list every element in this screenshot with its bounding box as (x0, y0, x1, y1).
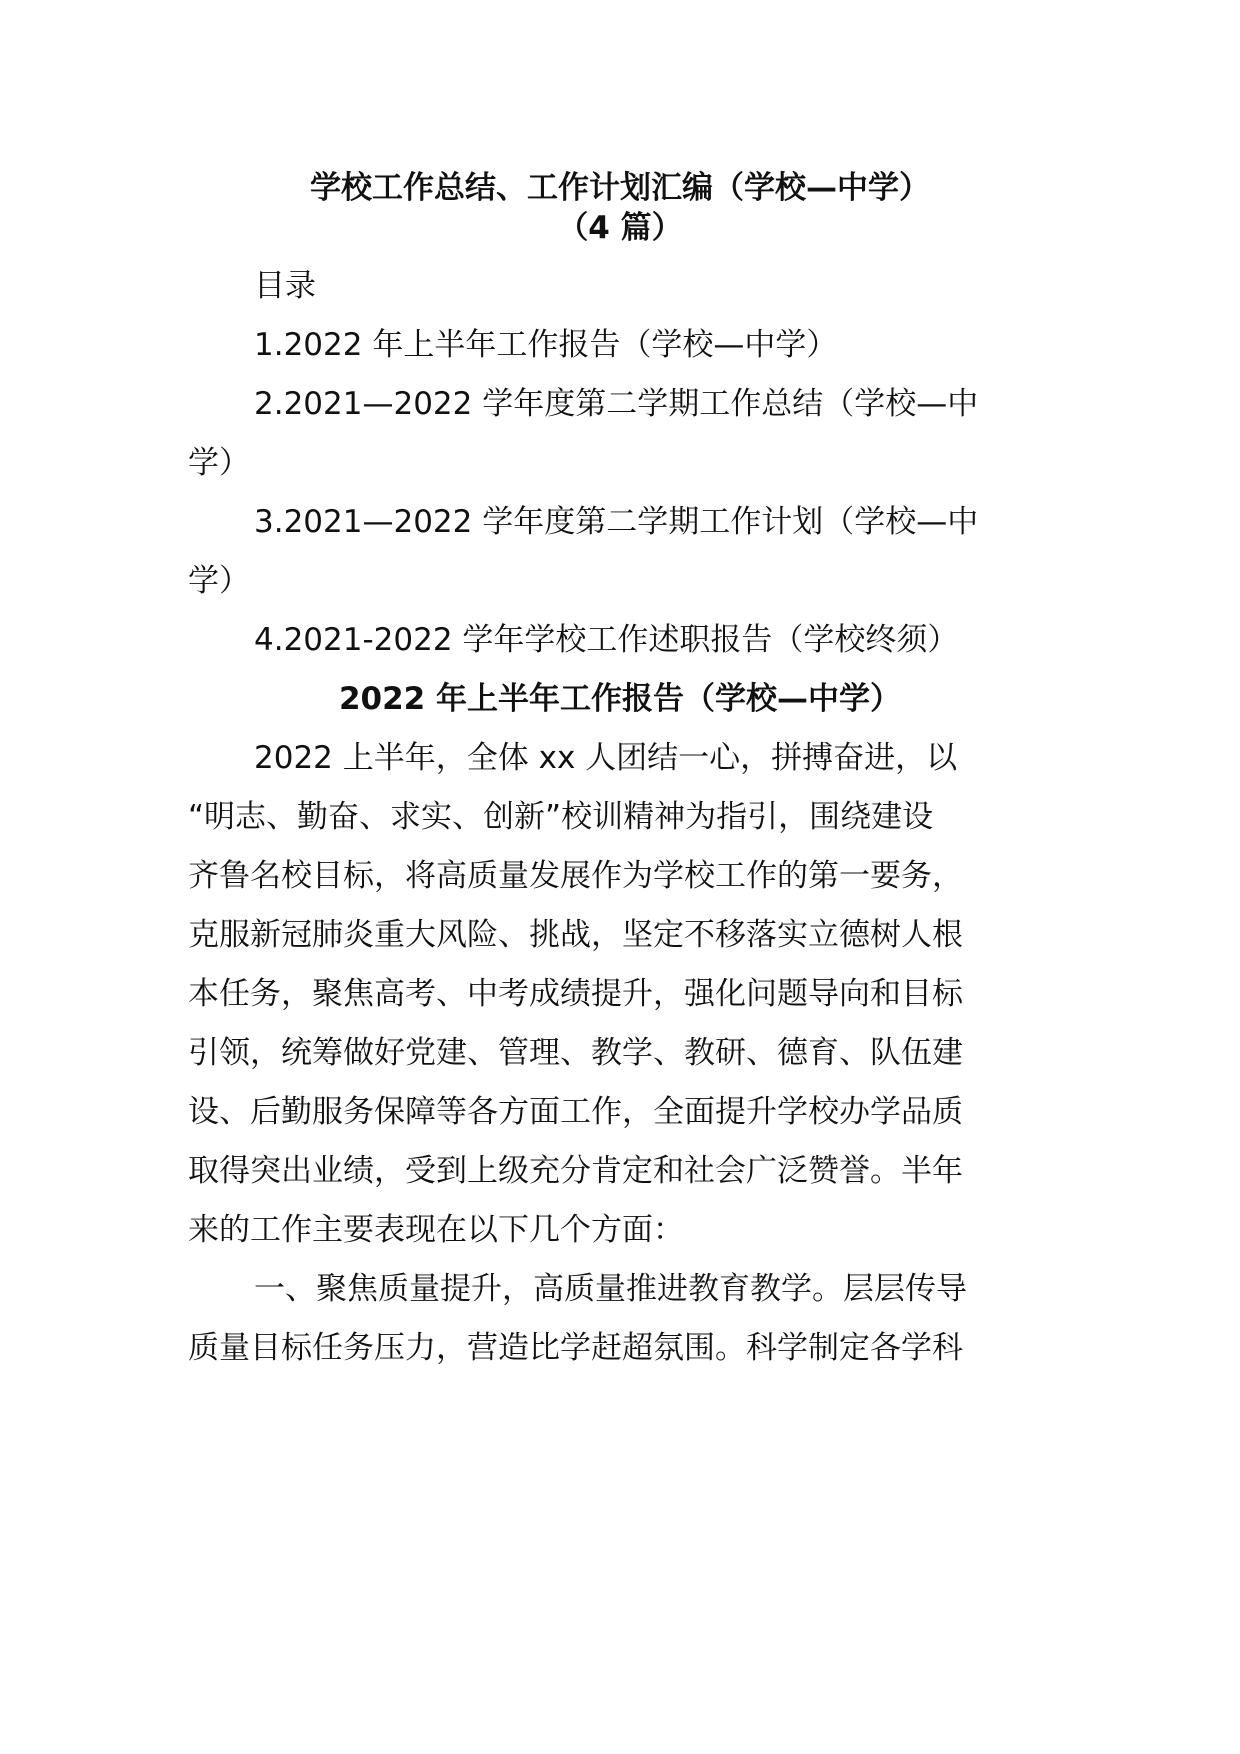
body-line: 克服新冠肺炎重大风险、挑战，坚定不移落实立德树人根 (188, 917, 963, 953)
toc-item-4: 4.2021-2022 学年学校工作述职报告（学校终须） (254, 622, 959, 658)
document-title-line1: 学校工作总结、工作计划汇编（学校—中学） (310, 170, 930, 206)
toc-item-2: 2.2021—2022 学年度第二学期工作总结（学校—中 (254, 386, 979, 422)
body-line: 2022 上半年，全体 xx 人团结一心，拼搏奋进，以 (254, 740, 958, 776)
body-line: 质量目标任务压力，营造比学赶超氛围。科学制定各学科 (188, 1330, 963, 1366)
body-line: 本任务，聚焦高考、中考成绩提升，强化问题导向和目标 (188, 976, 963, 1012)
body-line: 齐鲁名校目标，将高质量发展作为学校工作的第一要务， (188, 858, 963, 894)
toc-item-1: 1.2022 年上半年工作报告（学校—中学） (254, 327, 838, 363)
body-line: “明志、勤奋、求实、创新”校训精神为指引，围绕建设 (188, 799, 934, 835)
toc-heading: 目录 (254, 268, 316, 304)
body-line: 来的工作主要表现在以下几个方面： (188, 1212, 684, 1248)
toc-item-3-continued: 学） (188, 563, 250, 599)
toc-item-2-continued: 学） (188, 445, 250, 481)
body-line: 取得突出业绩，受到上级充分肯定和社会广泛赞誉。半年 (188, 1153, 963, 1189)
body-line: 一、聚焦质量提升，高质量推进教育教学。层层传导 (254, 1271, 967, 1307)
body-line: 设、后勤服务保障等各方面工作，全面提升学校办学品质 (188, 1094, 963, 1130)
toc-item-3: 3.2021—2022 学年度第二学期工作计划（学校—中 (254, 504, 979, 540)
body-line: 引领，统筹做好党建、管理、教学、教研、德育、队伍建 (188, 1035, 963, 1071)
document-title-line2: （4 篇） (557, 210, 683, 246)
section-title: 2022 年上半年工作报告（学校—中学） (338, 681, 902, 717)
